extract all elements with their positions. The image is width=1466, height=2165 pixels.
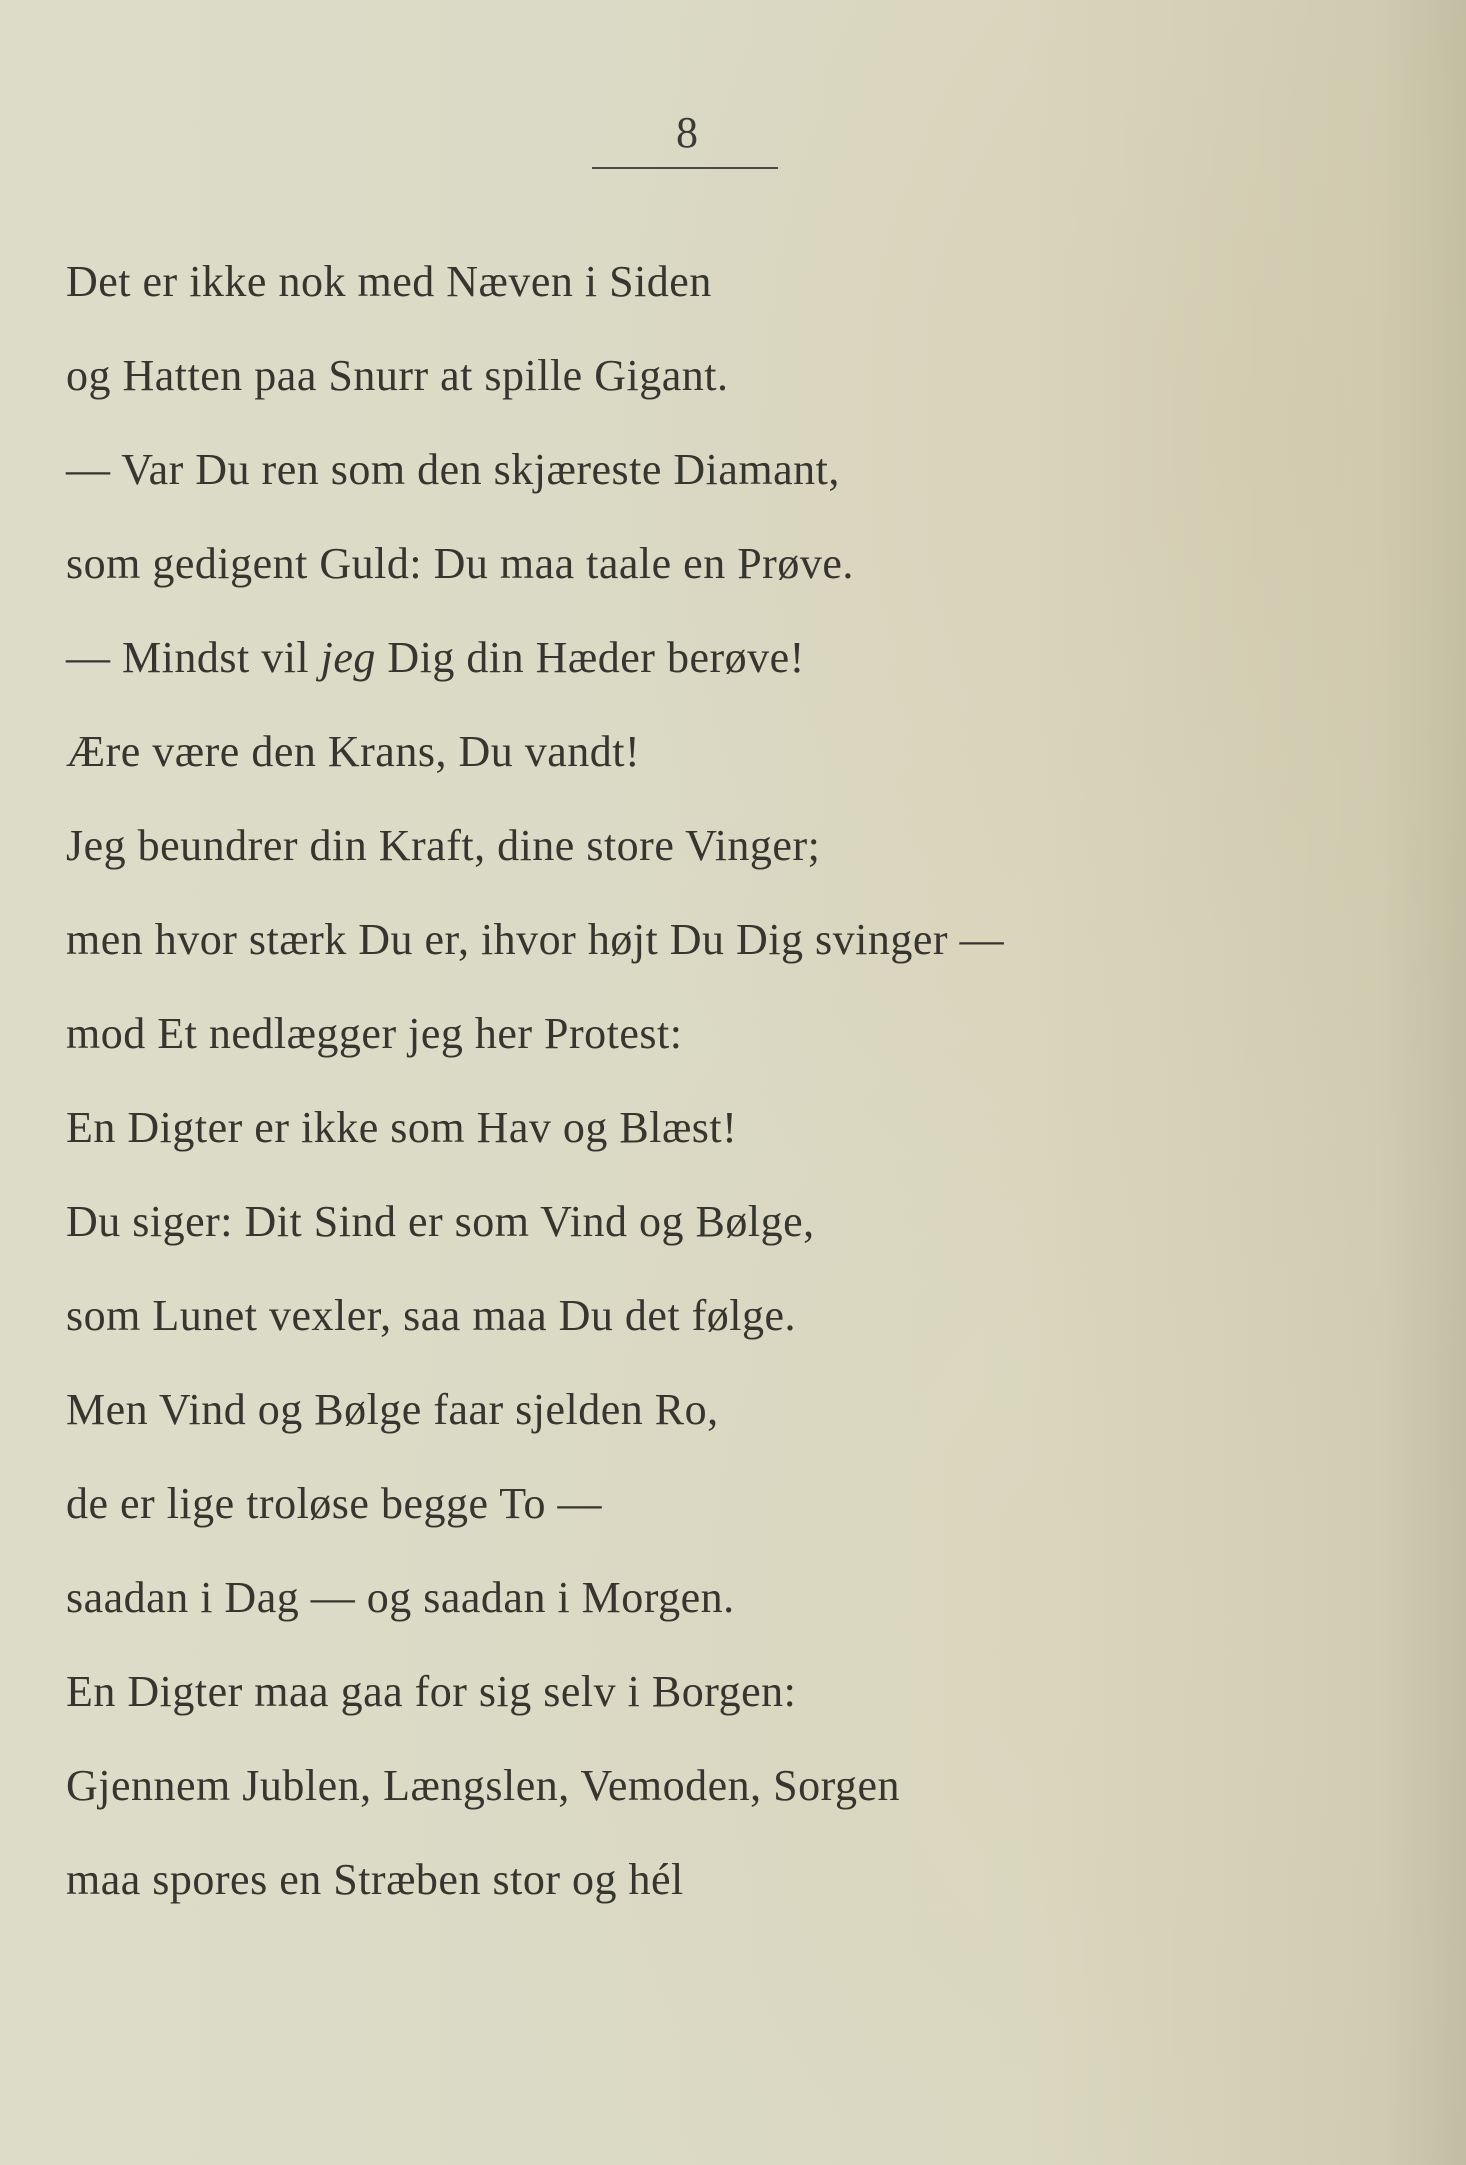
emphasized-word: jeg xyxy=(320,633,376,682)
poem-line: Men Vind og Bølge faar sjelden Ro, xyxy=(66,1385,719,1434)
poem-line: som Lunet vexler, saa maa Du det følge. xyxy=(66,1291,797,1340)
poem-line: Ære være den Krans, Du vandt! xyxy=(66,727,641,776)
page-number-rule xyxy=(592,167,778,169)
poem-text xyxy=(66,235,1396,1927)
poem-line: mod Et nedlægger jeg her Protest: xyxy=(66,1009,683,1058)
poem-line: Jeg beundrer din Kraft, dine store Vinger; xyxy=(66,821,821,870)
poem-line: En Digter er ikke som Hav og Blæst! xyxy=(66,1103,738,1152)
poem-line: saadan i Dag — og saadan i Morgen. xyxy=(66,1573,735,1622)
poem-line: Du siger: Dit Sind er som Vind og Bølge, xyxy=(66,1197,815,1246)
poem-line: Det er ikke nok med Næven i Siden xyxy=(66,257,712,306)
poem-line-part: — Mindst vil xyxy=(66,633,321,682)
page-number: 8 xyxy=(676,108,698,157)
poem-line-part: Dig din Hæder berøve! xyxy=(375,633,805,682)
poem-line: men hvor stærk Du er, ihvor højt Du Dig svinger — xyxy=(66,915,1005,964)
poem-line: En Digter maa gaa for sig selv i Borgen: xyxy=(66,1667,797,1716)
poem-line: maa spores en Stræben stor og hél xyxy=(66,1855,684,1904)
poem-line: og Hatten paa Snurr at spille Gigant. xyxy=(66,351,729,400)
poem-line: de er lige troløse begge To — xyxy=(66,1479,603,1528)
poem-line: — Var Du ren som den skjæreste Diamant, xyxy=(66,445,840,494)
poem-line: som gedigent Guld: Du maa taale en Prøve. xyxy=(66,539,854,588)
poem-line xyxy=(66,611,1396,705)
poem-line: Gjennem Jublen, Længslen, Vemoden, Sorgen xyxy=(66,1761,901,1810)
